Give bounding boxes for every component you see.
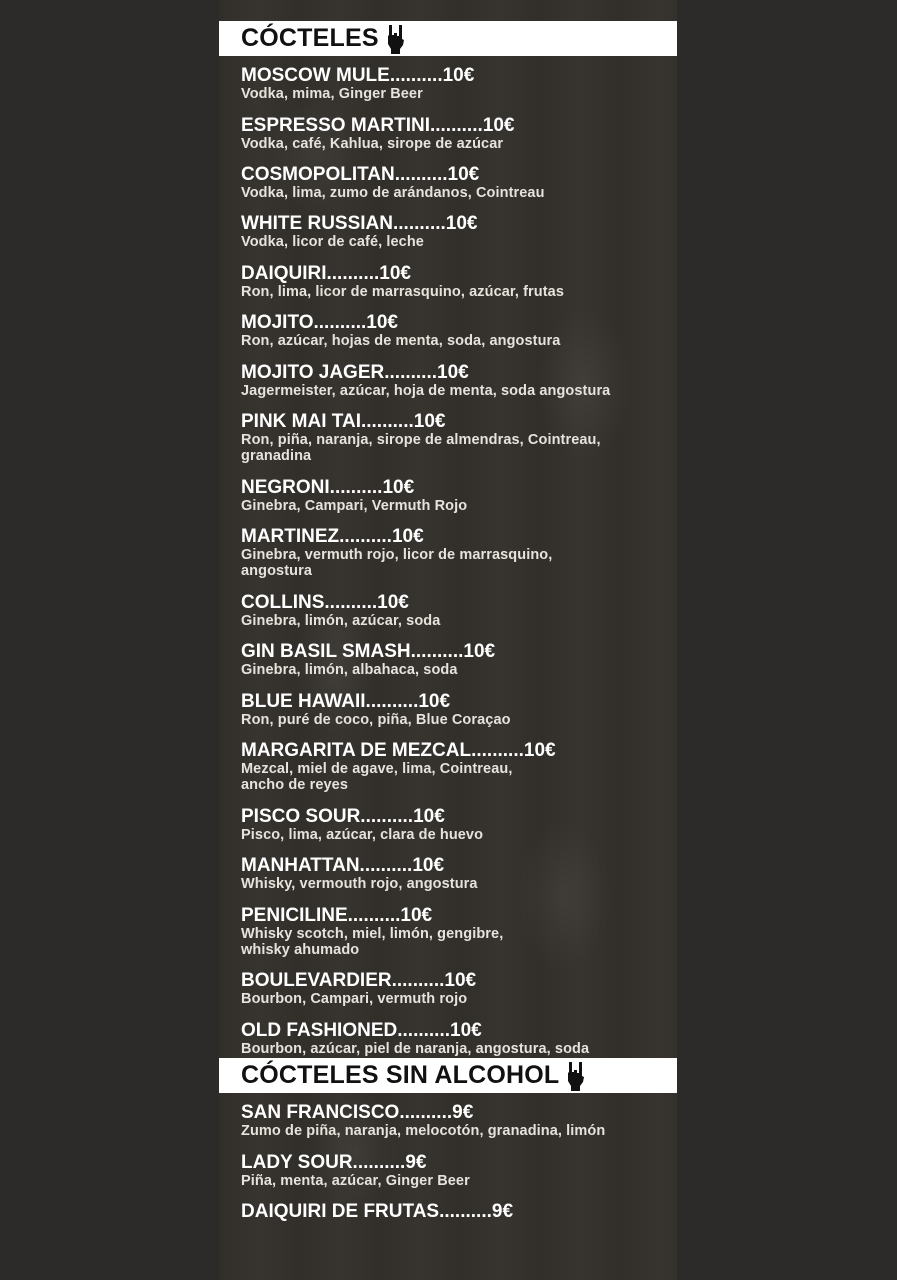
item-ingredients: Whisky scotch, miel, limón, gengibre,: [241, 926, 504, 942]
menu-item: [241, 165, 671, 201]
item-name-price: PISCO SOUR..........10€: [241, 806, 445, 827]
item-name-price: SAN FRANCISCO..........9€: [241, 1102, 474, 1123]
item-ingredients-cont: ancho de reyes: [241, 777, 348, 793]
item-ingredients: Vodka, licor de café, leche: [241, 234, 424, 250]
item-name-price: PENICILINE..........10€: [241, 905, 433, 926]
menu-item: [241, 741, 671, 793]
menu-item: [241, 313, 671, 349]
item-name-price: MARTINEZ..........10€: [241, 526, 424, 547]
item-name-price: GIN BASIL SMASH..........10€: [241, 641, 496, 662]
item-ingredients: Ginebra, Campari, Vermuth Rojo: [241, 498, 468, 514]
item-name-price: BLUE HAWAII..........10€: [241, 691, 451, 712]
rock-hand-icon: [565, 1060, 587, 1092]
menu-item: [241, 593, 671, 629]
item-name-price: COSMOPOLITAN..........10€: [241, 164, 480, 185]
menu-item: [241, 1153, 671, 1189]
item-ingredients: Ron, puré de coco, piña, Blue Coraçao: [241, 712, 511, 728]
item-ingredients: Zumo de piña, naranja, melocotón, granadina, limón: [241, 1123, 606, 1139]
item-ingredients: Ginebra, limón, albahaca, soda: [241, 662, 458, 678]
item-ingredients: Vodka, mima, Ginger Beer: [241, 86, 423, 102]
item-name-price: COLLINS..........10€: [241, 592, 409, 613]
item-ingredients: Bourbon, Campari, vermuth rojo: [241, 991, 468, 1007]
item-name-price: MOSCOW MULE..........10€: [241, 65, 475, 86]
menu-item: [241, 1021, 671, 1057]
menu-item: [241, 412, 671, 464]
item-name-price: PINK MAI TAI..........10€: [241, 411, 446, 432]
item-name-price: LADY SOUR..........9€: [241, 1152, 427, 1173]
menu-item: [241, 642, 671, 678]
section-title: CÓCTELES: [241, 24, 379, 52]
item-ingredients: Mezcal, miel de agave, lima, Cointreau,: [241, 761, 513, 777]
item-name-price: ESPRESSO MARTINI..........10€: [241, 115, 515, 136]
item-ingredients: Ginebra, vermuth rojo, licor de marrasquino,: [241, 547, 553, 563]
menu-item: [241, 527, 671, 579]
item-ingredients: Ron, piña, naranja, sirope de almendras, Cointreau,: [241, 432, 601, 448]
menu-item: [241, 1103, 671, 1139]
menu-item: [241, 66, 671, 102]
item-name-price: DAIQUIRI DE FRUTAS..........9€: [241, 1201, 514, 1222]
item-ingredients: Ron, lima, licor de marrasquino, azúcar, frutas: [241, 284, 564, 300]
menu-item: [241, 116, 671, 152]
menu-item: [241, 807, 671, 843]
menu-item: [241, 692, 671, 728]
menu-item: [241, 363, 671, 399]
item-name-price: DAIQUIRI..........10€: [241, 263, 411, 284]
section-title: CÓCTELES SIN ALCOHOL: [241, 1061, 560, 1089]
item-ingredients: Bourbon, azúcar, piel de naranja, angostura, soda: [241, 1041, 590, 1057]
item-ingredients: Ron, azúcar, hojas de menta, soda, angostura: [241, 333, 561, 349]
item-ingredients: Vodka, café, Kahlua, sirope de azúcar: [241, 136, 504, 152]
menu-item: [241, 264, 671, 300]
item-ingredients: Piña, menta, azúcar, Ginger Beer: [241, 1173, 470, 1189]
menu-item: [241, 214, 671, 250]
item-name-price: MOJITO JAGER..........10€: [241, 362, 469, 383]
menu-item: [241, 971, 671, 1007]
section-header-sin-alcohol: [219, 1058, 677, 1093]
menu-item: [241, 856, 671, 892]
rock-hand-icon: [385, 23, 407, 55]
item-ingredients: Jagermeister, azúcar, hoja de menta, soda angostura: [241, 383, 611, 399]
item-name-price: NEGRONI..........10€: [241, 477, 415, 498]
section-header-cocteles: [219, 21, 677, 56]
item-name-price: MOJITO..........10€: [241, 312, 398, 333]
item-ingredients: Whisky, vermouth rojo, angostura: [241, 876, 478, 892]
item-ingredients-cont: granadina: [241, 448, 312, 464]
item-name-price: OLD FASHIONED..........10€: [241, 1020, 482, 1041]
item-name-price: WHITE RUSSIAN..........10€: [241, 213, 478, 234]
item-ingredients: Vodka, lima, zumo de arándanos, Cointreau: [241, 185, 545, 201]
item-ingredients: Pisco, lima, azúcar, clara de huevo: [241, 827, 484, 843]
menu-item: [241, 1202, 671, 1221]
item-ingredients-cont: whisky ahumado: [241, 942, 360, 958]
menu-item: [241, 906, 671, 958]
item-name-price: MANHATTAN..........10€: [241, 855, 445, 876]
item-ingredients: Ginebra, limón, azúcar, soda: [241, 613, 441, 629]
item-ingredients-cont: angostura: [241, 563, 312, 579]
menu-item: [241, 478, 671, 514]
item-name-price: MARGARITA DE MEZCAL..........10€: [241, 740, 556, 761]
item-name-price: BOULEVARDIER..........10€: [241, 970, 477, 991]
